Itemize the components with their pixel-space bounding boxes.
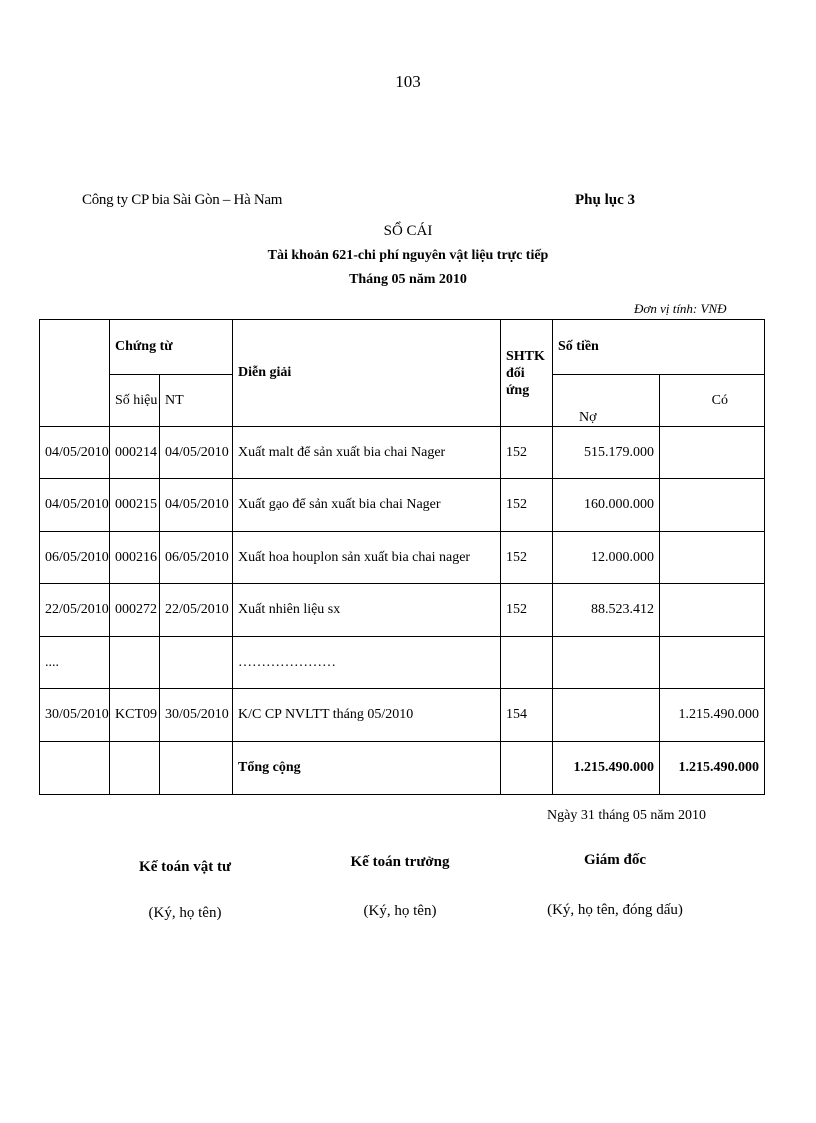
- director-title: Giám đốc: [583, 852, 647, 868]
- date-header-cell: [40, 320, 110, 427]
- row-account: 152: [501, 532, 553, 584]
- row-credit: [660, 532, 765, 584]
- total-row: [40, 742, 765, 795]
- row-description: Xuất malt để sản xuất bia chai Nager: [233, 427, 501, 479]
- row-voucher-no: 000214: [110, 427, 160, 479]
- row-voucher-date: 04/05/2010: [160, 479, 233, 532]
- row-voucher-no: KCT09: [110, 689, 160, 742]
- row-voucher-no: 000216: [110, 532, 160, 584]
- row-credit: 1.215.490.000: [660, 689, 765, 742]
- description-header: Diễn giải: [233, 320, 501, 427]
- row-account: 152: [501, 479, 553, 532]
- company-name: Công ty CP bia Sài Gòn – Hà Nam: [82, 192, 283, 208]
- row-description: K/C CP NVLTT tháng 05/2010: [233, 689, 501, 742]
- total-credit: 1.215.490.000: [660, 742, 765, 795]
- row-credit: [660, 637, 765, 689]
- signature-date: Ngày 31 tháng 05 năm 2010: [547, 808, 707, 823]
- chief-accountant-title: Kế toán trưởng: [350, 854, 450, 870]
- debit-header: Nợ: [553, 375, 660, 427]
- appendix-label: Phụ lục 3: [575, 192, 636, 208]
- row-credit: [660, 584, 765, 637]
- row-voucher-no: [110, 637, 160, 689]
- row-voucher-date: 30/05/2010: [160, 689, 233, 742]
- currency-unit: Đơn vị tính: VNĐ: [634, 301, 727, 316]
- row-description: Xuất gạo để sản xuất bia chai Nager: [233, 479, 501, 532]
- row-voucher-no: 000272: [110, 584, 160, 637]
- voucher-date-header: NT: [160, 375, 233, 427]
- row-debit: 88.523.412: [553, 584, 660, 637]
- row-description: …………………: [233, 637, 501, 689]
- total-empty-cell: [501, 742, 553, 795]
- period-title: Tháng 05 năm 2010: [349, 272, 467, 287]
- row-account: 154: [501, 689, 553, 742]
- page-number: 103: [395, 72, 421, 91]
- materials-accountant-title: Kế toán vật tư: [139, 859, 231, 875]
- row-credit: [660, 427, 765, 479]
- row-date: 22/05/2010: [40, 584, 110, 637]
- row-account: 152: [501, 584, 553, 637]
- total-empty-cell: [160, 742, 233, 795]
- row-account: 152: [501, 427, 553, 479]
- row-debit: [553, 689, 660, 742]
- amount-header: Số tiền: [553, 320, 765, 375]
- ledger-table: [39, 319, 765, 795]
- voucher-header: Chứng từ: [110, 320, 233, 375]
- row-voucher-no: 000215: [110, 479, 160, 532]
- credit-header: Có: [660, 375, 765, 427]
- row-description: Xuất hoa houplon sản xuất bia chai nager: [233, 532, 501, 584]
- row-date: 04/05/2010: [40, 427, 110, 479]
- total-empty-cell: [40, 742, 110, 795]
- total-empty-cell: [110, 742, 160, 795]
- account-title: Tài khoản 621-chi phí nguyên vật liệu trực tiếp: [267, 248, 549, 263]
- row-credit: [660, 479, 765, 532]
- table-row: [40, 637, 765, 689]
- row-date: 30/05/2010: [40, 689, 110, 742]
- row-voucher-date: [160, 637, 233, 689]
- row-date: 06/05/2010: [40, 532, 110, 584]
- director-sign: (Ký, họ tên, đóng dấu): [547, 902, 683, 918]
- row-debit: 515.179.000: [553, 427, 660, 479]
- row-description: Xuất nhiên liệu sx: [233, 584, 501, 637]
- chief-accountant-sign: (Ký, họ tên): [363, 903, 437, 919]
- row-voucher-date: 22/05/2010: [160, 584, 233, 637]
- row-voucher-date: 06/05/2010: [160, 532, 233, 584]
- total-debit: 1.215.490.000: [553, 742, 660, 795]
- table-row: [40, 427, 765, 479]
- total-label: Tổng cộng: [233, 742, 501, 795]
- table-row: [40, 689, 765, 742]
- row-debit: [553, 637, 660, 689]
- row-date: ....: [40, 637, 110, 689]
- table-row: [40, 532, 765, 584]
- row-voucher-date: 04/05/2010: [160, 427, 233, 479]
- row-date: 04/05/2010: [40, 479, 110, 532]
- contra-account-header: SHTK đối ứng: [501, 320, 553, 427]
- materials-accountant-sign: (Ký, họ tên): [148, 905, 222, 921]
- row-debit: 160.000.000: [553, 479, 660, 532]
- row-debit: 12.000.000: [553, 532, 660, 584]
- row-account: [501, 637, 553, 689]
- document-title: SỔ CÁI: [383, 223, 433, 239]
- table-row: [40, 584, 765, 637]
- voucher-number-header: Số hiệu: [110, 375, 160, 427]
- table-row: [40, 479, 765, 532]
